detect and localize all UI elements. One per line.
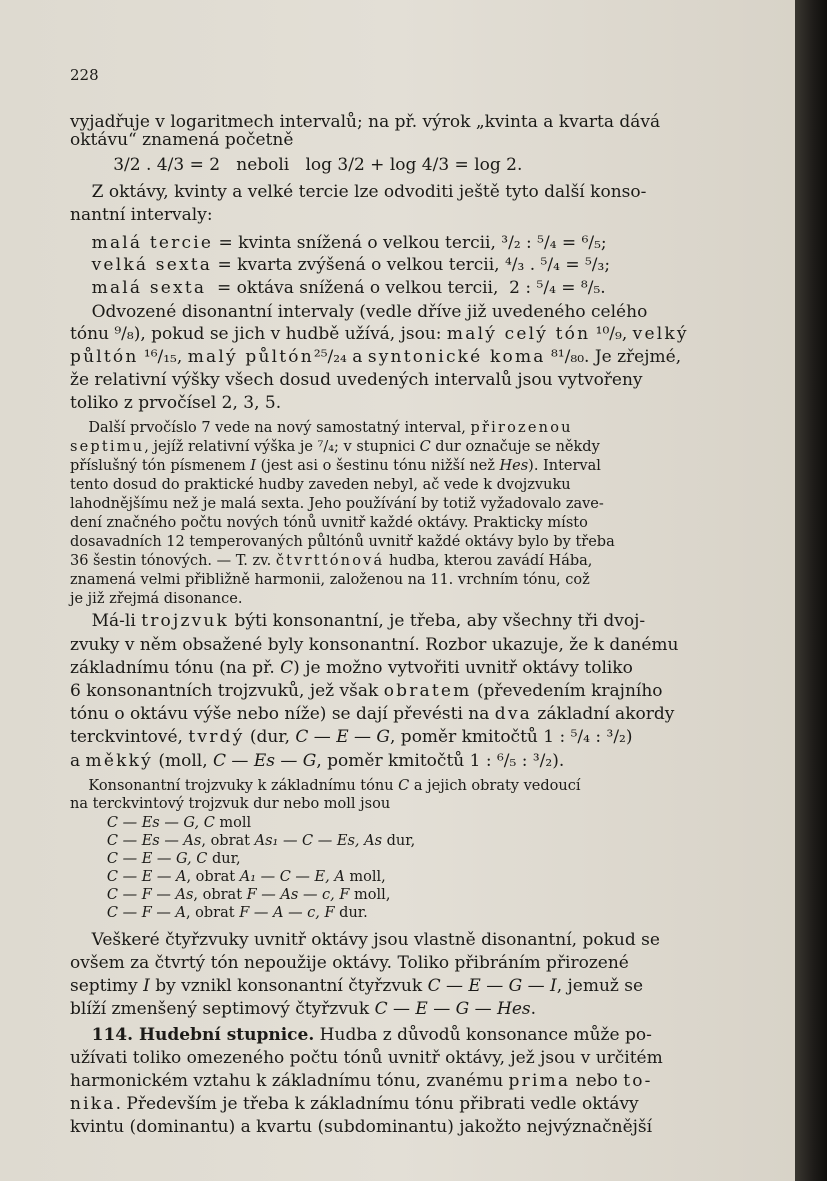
text-run: velký (632, 324, 689, 344)
text-run: (převedením krajního (471, 681, 663, 701)
text-line (70, 551, 730, 571)
text-run: C (280, 658, 294, 678)
text-run: (dur, (244, 727, 296, 747)
text-run: Hes (499, 458, 529, 474)
text-run: znamená velmi přibližně harmonii, založenou na 11. vrchním tónu, což (70, 572, 590, 588)
text-line (70, 903, 730, 923)
text-run: kvintu (dominantu) a kvartu (subdominantu) jakožto nejvýznačnější (70, 1117, 653, 1137)
text-line (70, 704, 730, 724)
page-number: 228 (70, 66, 99, 84)
text-run: harmonickém vztahu k základnímu tónu, zvanému (70, 1071, 509, 1091)
text-run: Má-li (70, 611, 142, 631)
text-run: moll (214, 815, 252, 831)
text-line (70, 370, 730, 390)
text-line (70, 727, 730, 747)
text-run: to- (623, 1071, 653, 1091)
text-run: na terckvintový trojzvuk dur nebo moll jsou (70, 796, 391, 812)
text-run: C — E — G, C (106, 851, 208, 867)
book-spine-shadow (795, 0, 827, 1181)
text-run: nantní intervaly: (70, 205, 213, 225)
text-run: C — E — A (106, 869, 187, 885)
text-run: čtvrttónová (275, 553, 385, 569)
text-run: malý půltón (187, 347, 314, 367)
text-run: C (398, 778, 410, 794)
text-run: dur. (334, 905, 368, 921)
text-run: tento dosud do praktické hudby zaveden nebyl, ač vede k dvojzvuku (70, 477, 571, 493)
text-line (70, 635, 730, 655)
text-run: Veškeré čtyřzvuky uvnitř oktávy jsou vlastně disonantní, pokud se (70, 930, 660, 950)
text-run: F — As — c, F (246, 887, 350, 903)
text-run: ¹⁶/₁₅, (138, 347, 188, 367)
text-line (70, 930, 730, 950)
text-run: Odvozené disonantní intervaly (vedle dříve již uvedeného celého (70, 302, 648, 322)
text-run: blíží zmenšený septimový čtyřzvuk (70, 999, 375, 1019)
text-run: dení značného počtu nových tónů uvnitř každé oktávy. Prakticky místo (70, 515, 588, 531)
text-run: býti konsonantní, je třeba, aby všechny tři dvoj- (229, 611, 646, 631)
text-run: C (419, 439, 431, 455)
text-run: půltón (70, 347, 139, 367)
text-line (70, 418, 730, 438)
text-run: oktávu“ znamená početně (70, 130, 294, 150)
text-line (70, 494, 730, 514)
text-run: nika (70, 1094, 116, 1114)
text-line (70, 681, 730, 701)
text-run: 6 konsonantních trojzvuků, jež však (70, 681, 384, 701)
text-run: velká sexta (91, 255, 213, 275)
text-run: C — E — G — Hes (374, 999, 531, 1019)
text-line (70, 182, 730, 202)
text-run: F — A — c, F (239, 905, 335, 921)
text-run (70, 815, 107, 831)
text-run: moll, (349, 887, 391, 903)
text-run (70, 905, 107, 921)
text-run: malá tercie (91, 233, 214, 253)
text-run: 3/2 . 4/3 = 2 neboli log 3/2 + log 4/3 = log 2. (70, 155, 523, 175)
text-run: a jejich obraty vedoucí (409, 778, 581, 794)
text-run: , jemuž se (556, 976, 644, 996)
text-line (70, 532, 730, 552)
text-run: užívati toliko omezeného počtu tónů uvnitř oktávy, jež jsou v určitém (70, 1048, 663, 1068)
text-run: C — F — As (106, 887, 194, 903)
text-line (70, 1071, 730, 1091)
text-run: , obrat (193, 887, 247, 903)
text-run (70, 278, 92, 298)
text-line (70, 1094, 730, 1114)
text-run: hudba, kterou zavádí Hába, (384, 553, 593, 569)
text-line (70, 233, 730, 253)
text-line (70, 255, 730, 275)
text-line (70, 751, 730, 771)
text-run: dva (494, 704, 533, 724)
text-line (70, 794, 730, 814)
text-run: dur, (207, 851, 241, 867)
text-run: tónu ⁹/₈), pokud se jich v hudbě užívá, jsou: (70, 324, 447, 344)
text-line (70, 867, 730, 887)
text-run: prima (508, 1071, 571, 1091)
text-run (70, 255, 92, 275)
text-run (70, 869, 107, 885)
text-line (70, 155, 730, 175)
text-run: , obrat (201, 833, 255, 849)
text-line (70, 205, 730, 225)
text-run: Konsonantní trojzvuky k základnímu tónu (70, 778, 399, 794)
text-run: moll, (344, 869, 386, 885)
text-run: vyjadřuje v logaritmech intervalů; na př. výrok „kvinta a kvarta dává (70, 112, 661, 132)
text-run: dur, (382, 833, 416, 849)
text-run: tvrdý (188, 727, 245, 747)
text-line (70, 611, 730, 631)
text-run: základnímu tónu (na př. (70, 658, 281, 678)
text-run: = kvarta zvýšená o velkou tercii, ⁴/₃ . ⁵/₄ = ⁵/₃; (212, 255, 611, 275)
text-run: ²⁵/₂₄ a (313, 347, 368, 367)
text-line (70, 589, 730, 609)
text-run: (jest asi o šestinu tónu nižší než (256, 458, 500, 474)
text-run: že relativní výšky všech dosud uvedených intervalů jsou vytvořeny (70, 370, 643, 390)
text-run (70, 887, 107, 903)
text-run: C — F — A (106, 905, 186, 921)
text-line (70, 776, 730, 796)
text-line (70, 475, 730, 495)
text-run: . (530, 999, 537, 1019)
text-line (70, 112, 730, 132)
text-line (70, 953, 730, 973)
text-run: příslušný tón písmenem (70, 458, 251, 474)
text-run: by vznikl konsonantní čtyřzvuk (149, 976, 428, 996)
text-line (70, 302, 730, 322)
text-run: C — Es — G, C (106, 815, 215, 831)
text-run (70, 851, 107, 867)
text-run: , obrat (185, 905, 240, 921)
text-run: ). Interval (528, 458, 601, 474)
text-line (70, 831, 730, 851)
text-run: As₁ — C — Es, As (254, 833, 383, 849)
text-run: C — Es — As (106, 833, 202, 849)
text-run: trojzvuk (141, 611, 230, 631)
text-run: nebo (570, 1071, 624, 1091)
text-line (70, 324, 730, 344)
text-line (70, 976, 730, 996)
text-run: 114. Hudební stupnice. (91, 1025, 315, 1045)
text-run: I (143, 976, 150, 996)
text-line (70, 849, 730, 869)
text-run: dosavadních 12 temperovaných půltónů uvnitř každé oktávy bylo by třeba (70, 534, 615, 550)
text-run: toliko z prvočísel 2, 3, 5. (70, 393, 282, 413)
text-run: ¹⁰/₉, (590, 324, 633, 344)
text-line (70, 513, 730, 533)
text-line (70, 885, 730, 905)
text-run: C — E — G (295, 727, 390, 747)
text-run: , jejíž relativní výška je ⁷/₄; v stupnici (144, 439, 420, 455)
text-run: ovšem za čtvrtý tón nepoužije oktávy. Toliko přibráním přirozené (70, 953, 629, 973)
text-run: , obrat (186, 869, 240, 885)
text-run: = oktáva snížená o velkou tercii, 2 : ⁵/₄ = ⁸/₅. (206, 278, 606, 298)
text-line (70, 130, 730, 150)
text-run: (moll, (152, 751, 214, 771)
text-run: měkký (85, 751, 153, 771)
text-run: přirozenou (470, 420, 573, 436)
text-run: Další prvočíslo 7 vede na nový samostatný interval, (70, 420, 471, 436)
text-line (70, 1048, 730, 1068)
text-line (70, 1025, 730, 1045)
text-line (70, 393, 730, 413)
text-run: a (70, 751, 86, 771)
text-run: obratem (383, 681, 472, 701)
text-run: 36 šestin tónových. — T. zv. (70, 553, 276, 569)
text-line (70, 437, 730, 457)
text-line (70, 456, 730, 476)
text-run: septimy (70, 976, 144, 996)
text-run (70, 1025, 92, 1045)
text-run: , poměr kmitočtů 1 : ⁶/₅ : ³/₂). (316, 751, 565, 771)
text-run: ⁸¹/₈₀. Je zřejmé, (545, 347, 682, 367)
text-line (70, 1117, 730, 1137)
text-run: septimu (70, 439, 145, 455)
text-run: malý celý tón (446, 324, 591, 344)
text-run: A₁ — C — E, A (239, 869, 345, 885)
text-run: lahodnějšímu než je malá sexta. Jeho používání by totiž vyžadovalo zave- (70, 496, 604, 512)
text-run: malá sexta (91, 278, 207, 298)
text-line (70, 278, 730, 298)
text-run: C — Es — G (213, 751, 317, 771)
text-run: tónu o oktávu výše nebo níže) se dají převésti na (70, 704, 495, 724)
text-run: terckvintové, (70, 727, 189, 747)
text-run (70, 833, 107, 849)
text-run (70, 233, 92, 253)
text-run: je již zřejmá disonance. (70, 591, 243, 607)
text-line (70, 570, 730, 590)
text-run: zvuky v něm obsažené byly konsonantní. Rozbor ukazuje, že k danému (70, 635, 679, 655)
text-line (70, 999, 730, 1019)
text-run: ) je možno vytvořiti uvnitř oktávy toliko (293, 658, 633, 678)
text-run: základní akordy (532, 704, 675, 724)
text-line (70, 347, 730, 367)
text-line (70, 658, 730, 678)
text-run: . Především je třeba k základnímu tónu přibrati vedle oktávy (115, 1094, 639, 1114)
text-run: C — E — G — I (427, 976, 557, 996)
text-run: I (250, 458, 257, 474)
text-run: Hudba z důvodů konsonance může po- (314, 1025, 652, 1045)
text-run: Z oktávy, kvinty a velké tercie lze odvoditi ještě tyto další konso- (70, 182, 647, 202)
text-run: dur označuje se někdy (430, 439, 600, 455)
text-line (70, 813, 730, 833)
text-run: syntonické koma (367, 347, 546, 367)
text-run: , poměr kmitočtů 1 : ⁵/₄ : ³/₂) (390, 727, 633, 747)
text-run: = kvinta snížená o velkou tercii, ³/₂ : ⁵/₄ = ⁶/₅; (213, 233, 607, 253)
